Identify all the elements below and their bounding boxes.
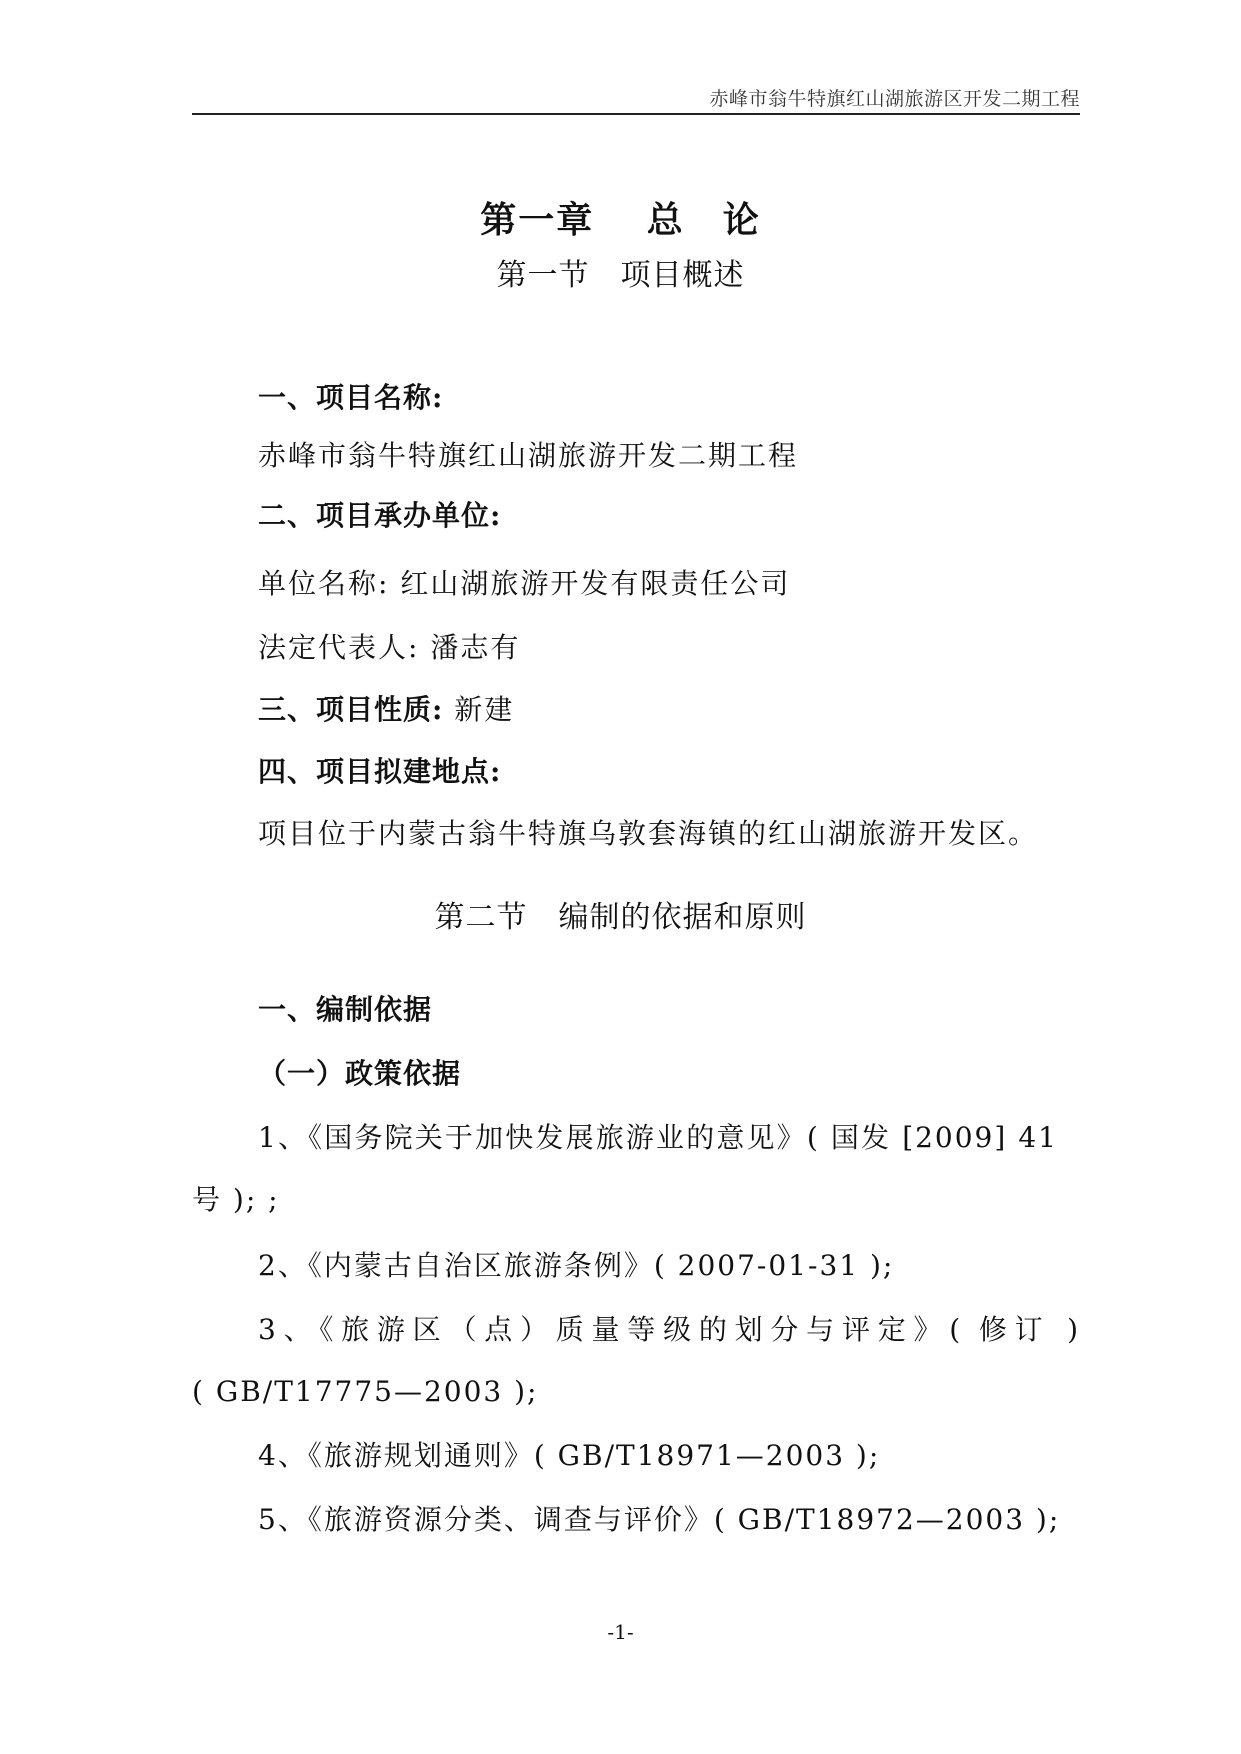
heading-basis: 一、编制依据: [258, 993, 433, 1026]
item-value: 新建: [443, 693, 515, 726]
item-heading-nature: [258, 690, 514, 730]
project-name-value: 赤峰市翁牛特旗红山湖旅游开发二期工程: [258, 439, 799, 472]
page-number: -1-: [607, 1620, 634, 1644]
organizer-name: 单位名称: 红山湖旅游开发有限责任公司: [258, 567, 791, 600]
heading-policy-basis: （一）政策依据: [258, 1057, 462, 1090]
reference-4: 4、《旅游规划通则》( GB/T18971—2003 );: [258, 1439, 881, 1472]
project-location: 项目位于内蒙古翁牛特旗乌敦套海镇的红山湖旅游开发区。: [258, 817, 1039, 850]
item-heading-project-name: [258, 378, 443, 418]
reference-3-line2: ( GB/T17775—2003 );: [192, 1375, 539, 1408]
section-title-2: 第二节 编制的依据和原则: [434, 900, 807, 935]
item-label: 四、项目拟建地点:: [258, 755, 502, 788]
reference-3-line1: 3、《旅游区（点）质量等级的划分与评定》( 修订 ): [258, 1313, 1080, 1346]
reference-1-line2: 号 ); ;: [192, 1183, 280, 1216]
item-label: 二、项目承办单位:: [258, 499, 502, 532]
legal-representative: 法定代表人: 潘志有: [258, 631, 521, 664]
header-rule: [192, 113, 1080, 115]
item-label: 一、项目名称:: [258, 381, 444, 414]
reference-5: 5、《旅游资源分类、调查与评价》( GB/T18972—2003 );: [258, 1503, 1061, 1536]
item-heading-location: [258, 752, 501, 792]
running-header: 赤峰市翁牛特旗红山湖旅游区开发二期工程: [709, 88, 1080, 110]
reference-2: 2、《内蒙古自治区旅游条例》( 2007-01-31 );: [258, 1249, 895, 1282]
reference-1-line1: 1、《国务院关于加快发展旅游业的意见》( 国发 [2009] 41: [258, 1121, 1058, 1154]
chapter-title: 第一章 总 论: [480, 199, 761, 241]
item-heading-organizer: [258, 496, 501, 536]
section-title-1: 第一节 项目概述: [496, 258, 745, 293]
item-label: 三、项目性质:: [258, 693, 444, 726]
